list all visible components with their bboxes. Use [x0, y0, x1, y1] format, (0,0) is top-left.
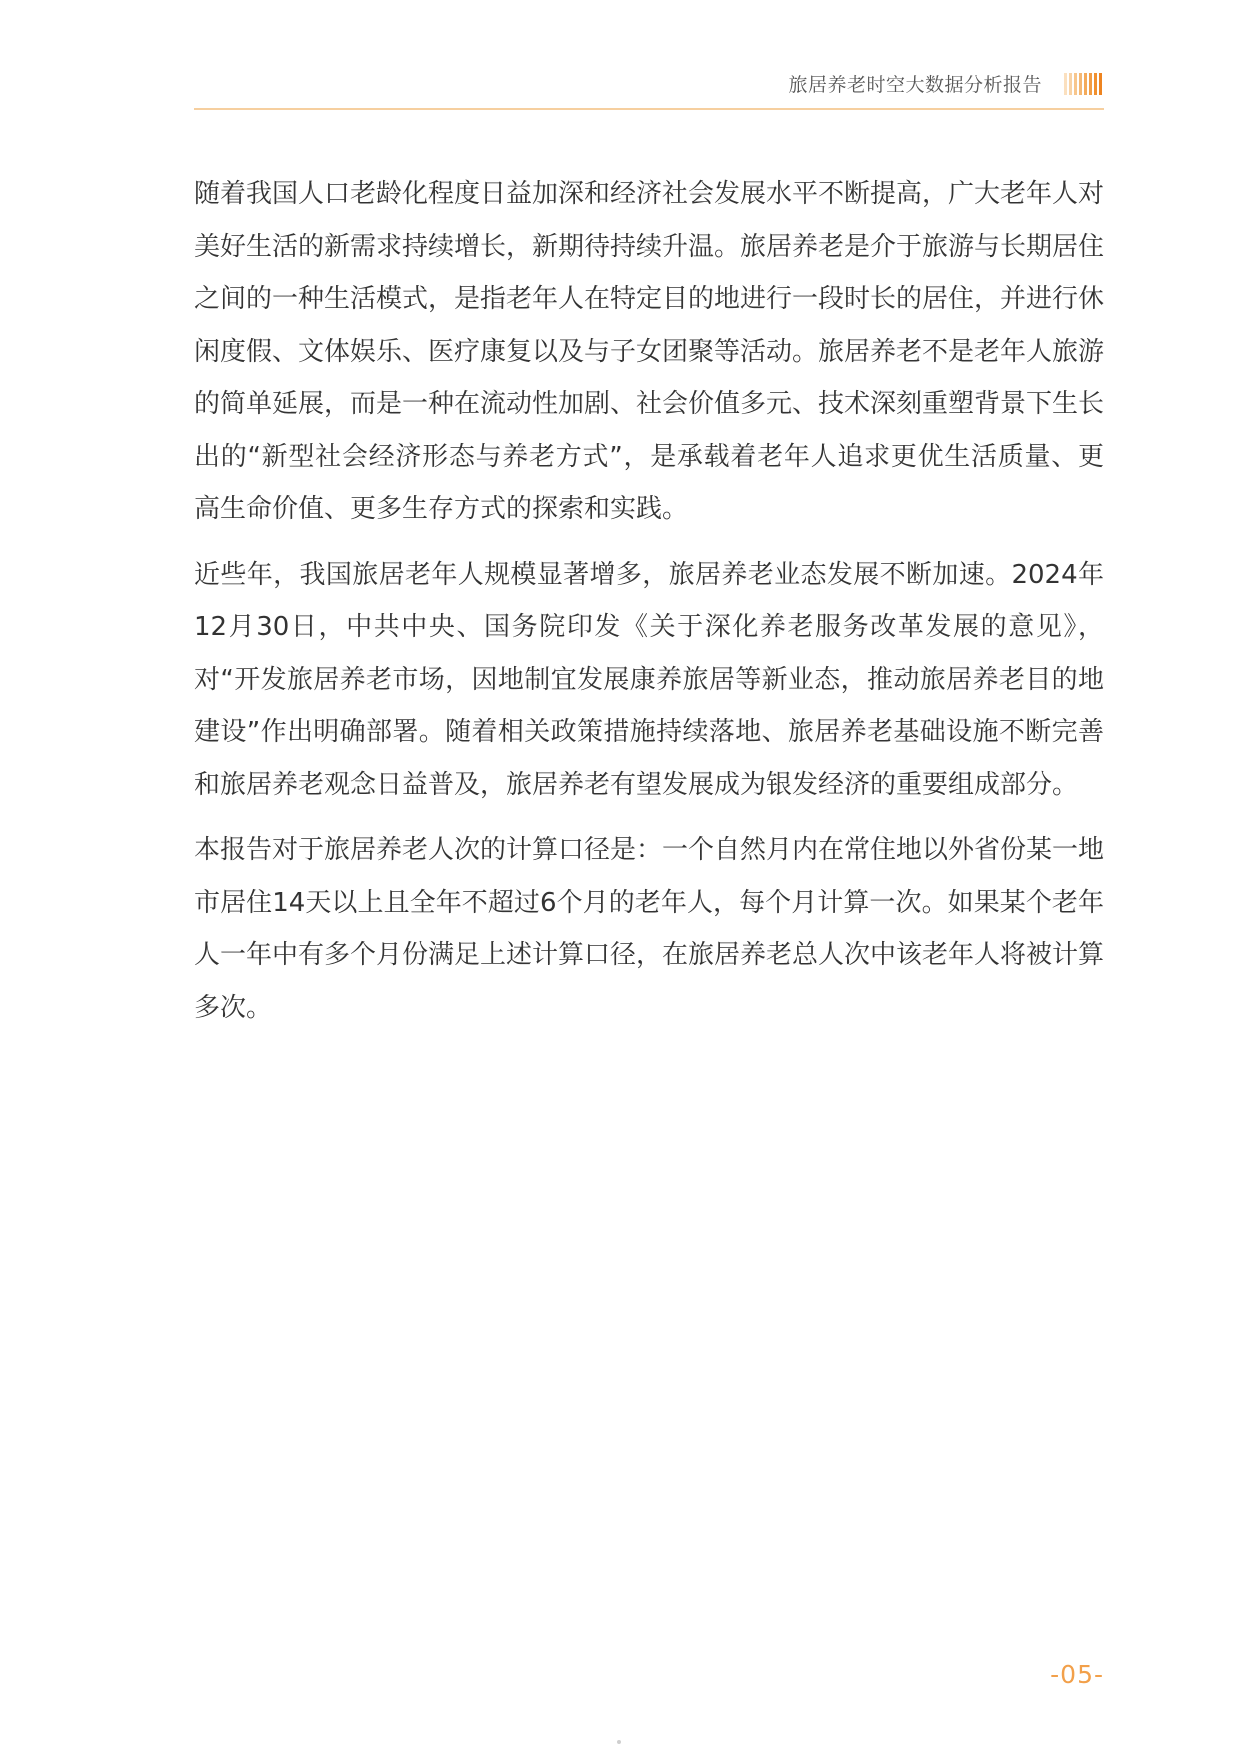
bottom-dot: [617, 1740, 621, 1744]
page-header: [194, 62, 1104, 110]
paragraph-policy: 近些年，我国旅居老年人规模显著增多，旅居养老业态发展不断加速。2024年12月30日，中共中央、国务院印发《关于深化养老服务改革发展的意见》，对“开发旅居养老市场，因地制宜发展康养旅居等新业态，推动旅居养老目的地建设”作出明确部署。随着相关政策措施持续落地、旅居养老基础设施不断完善和旅居养老观念日益普及，旅居养老有望发展成为银发经济的重要组成部分。: [194, 559, 1104, 800]
report-title: 旅居养老时空大数据分析报告: [788, 74, 1042, 96]
paragraph-methodology: 本报告对于旅居养老人次的计算口径是：一个自然月内在常住地以外省份某一地市居住14天以上且全年不超过6个月的老年人，每个月计算一次。如果某个老年人一年中有多个月份满足上述计算口径，在旅居养老总人次中该老年人将被计算多次。: [194, 835, 1105, 1023]
page-number: -05-: [1050, 1660, 1104, 1689]
paragraph-intro: 随着我国人口老龄化程度日益加深和经济社会发展水平不断提高，广大老年人对美好生活的新需求持续增长，新期待持续升温。旅居养老是介于旅游与长期居住之间的一种生活模式，是指老年人在特定目的地进行一段时长的居住，并进行休闲度假、文体娱乐、医疗康复以及与子女团聚等活动。旅居养老不是老年人旅游的简单延展，而是一种在流动性加剧、社会价值多元、技术深刻重塑背景下生长出的“新型社会经济形态与养老方式”，是承载着老年人追求更优生活质量、更高生命价值、更多生存方式的探索和实践。: [194, 179, 1105, 524]
main-content: [194, 168, 1104, 1047]
header-divider: [194, 108, 1104, 110]
striped-bars-icon: [1064, 73, 1104, 95]
